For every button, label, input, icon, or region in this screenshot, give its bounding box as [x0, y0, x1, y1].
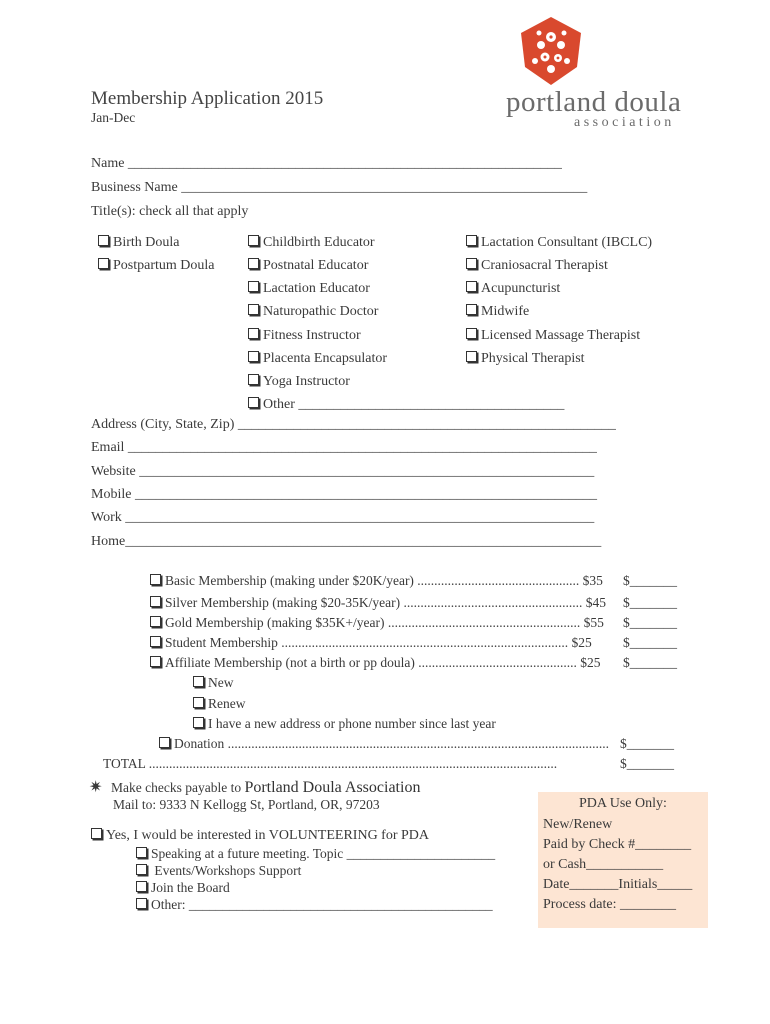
mail-address: Mail to: 9333 N Kellogg St, Portland, OR, 97203	[113, 797, 380, 812]
checkbox-icon[interactable]	[98, 258, 109, 269]
membership-option[interactable]: Silver Membership (making $20-35K/year) ..................................................... $45	[150, 595, 606, 611]
page-title: Membership Application 2015	[91, 88, 324, 109]
pda-box-title: PDA Use Only:	[579, 796, 667, 811]
checkbox-icon[interactable]	[248, 304, 259, 315]
checkbox-icon[interactable]	[193, 717, 204, 728]
renew-option[interactable]: New	[193, 675, 234, 691]
membership-amount-field[interactable]: $_______	[623, 573, 677, 588]
title-option[interactable]: Naturopathic Doctor	[248, 304, 378, 320]
title-option[interactable]: Birth Doula	[98, 235, 180, 251]
page-subtitle: Jan-Dec	[91, 110, 136, 125]
checkbox-icon[interactable]	[248, 351, 259, 362]
home-field[interactable]: Home____________________________________________________________________	[91, 534, 602, 549]
pda-box-line: New/Renew	[543, 817, 613, 832]
pda-box-line: Paid by Check #________	[543, 837, 692, 852]
logo-name: portland doula	[506, 86, 682, 118]
membership-option[interactable]: Gold Membership (making $35K+/year) ......................................................... $55	[150, 615, 604, 631]
mobile-field[interactable]: Mobile __________________________________________________________________	[91, 487, 597, 502]
email-field[interactable]: Email ___________________________________________________________________	[91, 440, 597, 455]
star-bullet-icon: ✷	[89, 779, 103, 796]
payment-line: Make checks payable to Portland Doula Association	[111, 779, 421, 796]
membership-amount-field[interactable]: $_______	[623, 615, 677, 630]
total-label: TOTAL .........................................................................................................................	[103, 756, 558, 771]
membership-amount-field[interactable]: $_______	[623, 655, 677, 670]
logo-flower-icon	[519, 15, 583, 87]
donation-amount-field[interactable]: $_______	[620, 736, 674, 751]
donation-option[interactable]: Donation .................................................................................................................	[159, 736, 609, 752]
checkbox-icon[interactable]	[466, 304, 477, 315]
checkbox-icon[interactable]	[136, 881, 147, 892]
membership-amount-field[interactable]: $_______	[623, 595, 677, 610]
title-option[interactable]: Acupuncturist	[466, 281, 560, 297]
title-option-other[interactable]: Other ______________________________________	[248, 397, 564, 413]
title-option[interactable]: Fitness Instructor	[248, 328, 361, 344]
title-option[interactable]: Yoga Instructor	[248, 374, 350, 390]
titles-prompt: Title(s): check all that apply	[91, 204, 249, 219]
pda-box-line: Date_______Initials_____	[543, 877, 693, 892]
checkbox-icon[interactable]	[248, 258, 259, 269]
checkbox-icon[interactable]	[466, 328, 477, 339]
membership-option[interactable]: Affiliate Membership (not a birth or pp doula) ............................................... $25	[150, 655, 600, 671]
title-option[interactable]: Lactation Consultant (IBCLC)	[466, 235, 652, 251]
address-field[interactable]: Address (City, State, Zip) ______________________________________________________	[91, 417, 616, 432]
business-name-field[interactable]: Business Name __________________________________________________________	[91, 180, 588, 195]
title-option[interactable]: Midwife	[466, 304, 529, 320]
checkbox-icon[interactable]	[466, 235, 477, 246]
checkbox-icon[interactable]	[248, 328, 259, 339]
checkbox-icon[interactable]	[248, 235, 259, 246]
checkbox-icon[interactable]	[159, 737, 170, 748]
checkbox-icon[interactable]	[150, 574, 161, 585]
checkbox-icon[interactable]	[136, 898, 147, 909]
checkbox-icon[interactable]	[150, 636, 161, 647]
checkbox-icon[interactable]	[150, 656, 161, 667]
checkbox-icon[interactable]	[248, 397, 259, 408]
checkbox-icon[interactable]	[466, 258, 477, 269]
checkbox-icon[interactable]	[136, 864, 147, 875]
checkbox-icon[interactable]	[248, 374, 259, 385]
total-amount-field[interactable]: $_______	[620, 756, 674, 771]
volunteer-option[interactable]: Yes, I would be interested in VOLUNTEERING for PDA	[91, 828, 429, 844]
checkbox-icon[interactable]	[466, 281, 477, 292]
membership-amount-field[interactable]: $_______	[623, 635, 677, 650]
pda-box-line: Process date: ________	[543, 897, 676, 912]
title-option[interactable]: Postnatal Educator	[248, 258, 368, 274]
checkbox-icon[interactable]	[193, 676, 204, 687]
title-option[interactable]: Lactation Educator	[248, 281, 370, 297]
checkbox-icon[interactable]	[136, 847, 147, 858]
title-option[interactable]: Physical Therapist	[466, 351, 585, 367]
volunteer-suboption[interactable]: Join the Board	[136, 880, 230, 896]
title-option[interactable]: Placenta Encapsulator	[248, 351, 387, 367]
volunteer-suboption[interactable]: Speaking at a future meeting. Topic ______________________	[136, 846, 495, 862]
pda-box-line: or Cash___________	[543, 857, 664, 872]
checkbox-icon[interactable]	[248, 281, 259, 292]
name-field[interactable]: Name ______________________________________________________________	[91, 156, 562, 171]
renew-option[interactable]: Renew	[193, 696, 246, 712]
checkbox-icon[interactable]	[98, 235, 109, 246]
volunteer-suboption[interactable]: Events/Workshops Support	[136, 863, 301, 879]
membership-option[interactable]: Student Membership ..................................................................................... $25	[150, 635, 592, 651]
title-option[interactable]: Craniosacral Therapist	[466, 258, 608, 274]
title-option[interactable]: Postpartum Doula	[98, 258, 215, 274]
volunteer-suboption[interactable]: Other: _____________________________________________	[136, 897, 493, 913]
membership-option[interactable]: Basic Membership (making under $20K/year) ................................................ $35	[150, 573, 603, 589]
website-field[interactable]: Website _________________________________________________________________	[91, 464, 595, 479]
renew-option[interactable]: I have a new address or phone number since last year	[193, 716, 496, 732]
payee-name: Portland Doula Association	[244, 779, 421, 796]
title-option[interactable]: Licensed Massage Therapist	[466, 328, 640, 344]
checkbox-icon[interactable]	[466, 351, 477, 362]
checkbox-icon[interactable]	[193, 697, 204, 708]
checkbox-icon[interactable]	[150, 616, 161, 627]
title-option[interactable]: Childbirth Educator	[248, 235, 375, 251]
checkbox-icon[interactable]	[91, 828, 102, 839]
logo-sub: association	[574, 115, 675, 130]
work-field[interactable]: Work ___________________________________________________________________	[91, 510, 595, 525]
checkbox-icon[interactable]	[150, 596, 161, 607]
